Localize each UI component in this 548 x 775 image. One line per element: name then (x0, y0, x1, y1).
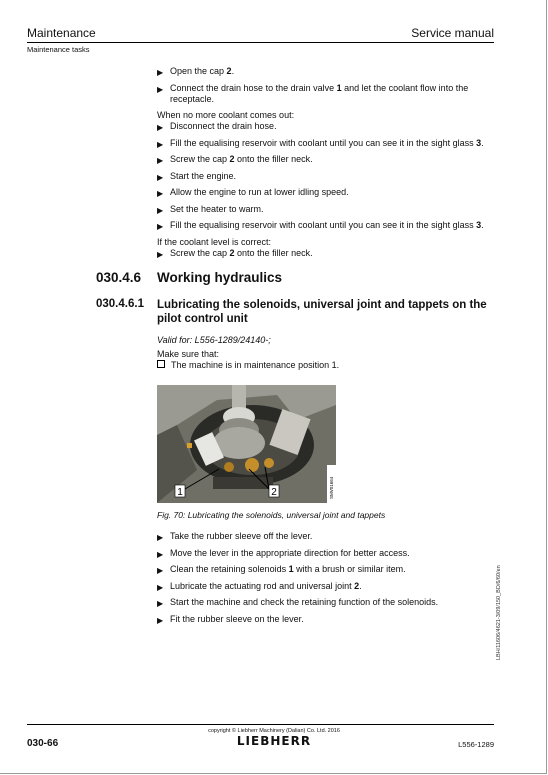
list-item: ▶ Start the machine and check the retaining function of the solenoids. (157, 597, 439, 608)
bullet-triangle-icon: ▶ (157, 205, 164, 215)
document-code: LBH/11606/4621-3/09/150_BD/6/60/en (496, 565, 502, 660)
bullet-triangle-icon: ▶ (157, 615, 164, 625)
bullet-triangle-icon: ▶ (157, 189, 164, 198)
list-item: ▶ Connect the drain hose to the drain valve 1 and let the coolant flow into the receptacle. (157, 82, 469, 104)
header-manual-title: Service manual (411, 26, 494, 40)
condition-text: When no more coolant comes out: (157, 110, 295, 120)
bullet-triangle-icon: ▶ (157, 249, 164, 259)
model-number: L556-1289 (458, 740, 494, 749)
bullet-triangle-icon: ▶ (157, 156, 164, 165)
list-item: ▶ Start the engine. (157, 170, 237, 182)
subsection-number: 030.4.6.1 (96, 298, 144, 310)
bullet-triangle-icon: ▶ (157, 549, 164, 559)
make-sure-label: Make sure that: (157, 349, 220, 359)
header-section-title: Maintenance (27, 26, 96, 40)
list-item: ▶ Screw the cap 2 onto the filler neck. (157, 154, 313, 165)
list-item: ▶ Set the heater to warm. (157, 203, 264, 215)
bullet-triangle-icon: ▶ (157, 566, 164, 575)
list-item: ▶ Open the cap 2. (157, 66, 235, 77)
list-item: ▶ Lubricate the actuating rod and universal joint 2. (157, 580, 362, 592)
bullet-triangle-icon: ▶ (157, 599, 164, 608)
bullet-triangle-icon: ▶ (157, 68, 164, 77)
footer-rule (27, 724, 494, 725)
header-subtitle: Maintenance tasks (27, 45, 90, 54)
subsection-title: Lubricating the solenoids, universal joint and tappets on the pilot control unit (157, 299, 487, 325)
list-item: ▶ Fill the equalising reservoir with coolant until you can see it in the sight glass 3. (157, 137, 484, 149)
list-item: ▶ Clean the retaining solenoids 1 with a brush or similar item. (157, 564, 406, 575)
figure-code: SMV01664 (329, 476, 334, 499)
bullet-triangle-icon: ▶ (157, 123, 164, 132)
bullet-triangle-icon: ▶ (157, 139, 164, 149)
bullet-triangle-icon: ▶ (157, 172, 164, 182)
condition-text: If the coolant level is correct: (157, 236, 272, 247)
steps-block-top (157, 66, 492, 264)
list-item: ▶ Move the lever in the appropriate direction for better access. (157, 547, 410, 559)
figure-caption: Fig. 70: Lubricating the solenoids, universal joint and tappets (157, 510, 386, 520)
list-item: ▶ Fill the equalising reservoir with coolant until you can see it in the sight glass 3. (157, 220, 484, 231)
section-title: Working hydraulics (157, 270, 283, 285)
footer-copyright: copyright © Liebherr Machinery (Dalian) Co. Ltd. 2016 (208, 728, 340, 734)
figure-label-1: 1 (177, 487, 183, 498)
list-item: ▶ Fit the rubber sleeve on the lever. (157, 613, 304, 625)
page-number: 030-66 (27, 738, 59, 749)
bullet-triangle-icon: ▶ (157, 582, 164, 592)
checkbox-line (157, 360, 339, 370)
list-item: ▶ Disconnect the drain hose. (157, 121, 277, 132)
bullet-triangle-icon: ▶ (157, 222, 164, 231)
checkbox-item-text: The machine is in maintenance position 1. (171, 360, 340, 370)
list-item: ▶ Allow the engine to run at lower idling speed. (157, 187, 349, 198)
steps-block-bottom (157, 531, 492, 630)
figure-photo (157, 385, 336, 503)
liebherr-logo: LIEBHERR (236, 734, 312, 748)
bullet-triangle-icon: ▶ (157, 84, 164, 94)
checkbox-icon (157, 360, 165, 368)
section-number: 030.4.6 (96, 270, 142, 285)
figure-label-2: 2 (271, 487, 277, 498)
header-rule (27, 42, 494, 43)
bullet-triangle-icon: ▶ (157, 533, 164, 542)
valid-for: Valid for: L556-1289/24140-; (157, 335, 271, 345)
list-item: ▶ Take the rubber sleeve off the lever. (157, 531, 313, 542)
list-item: ▶ Screw the cap 2 onto the filler neck. (157, 247, 313, 259)
